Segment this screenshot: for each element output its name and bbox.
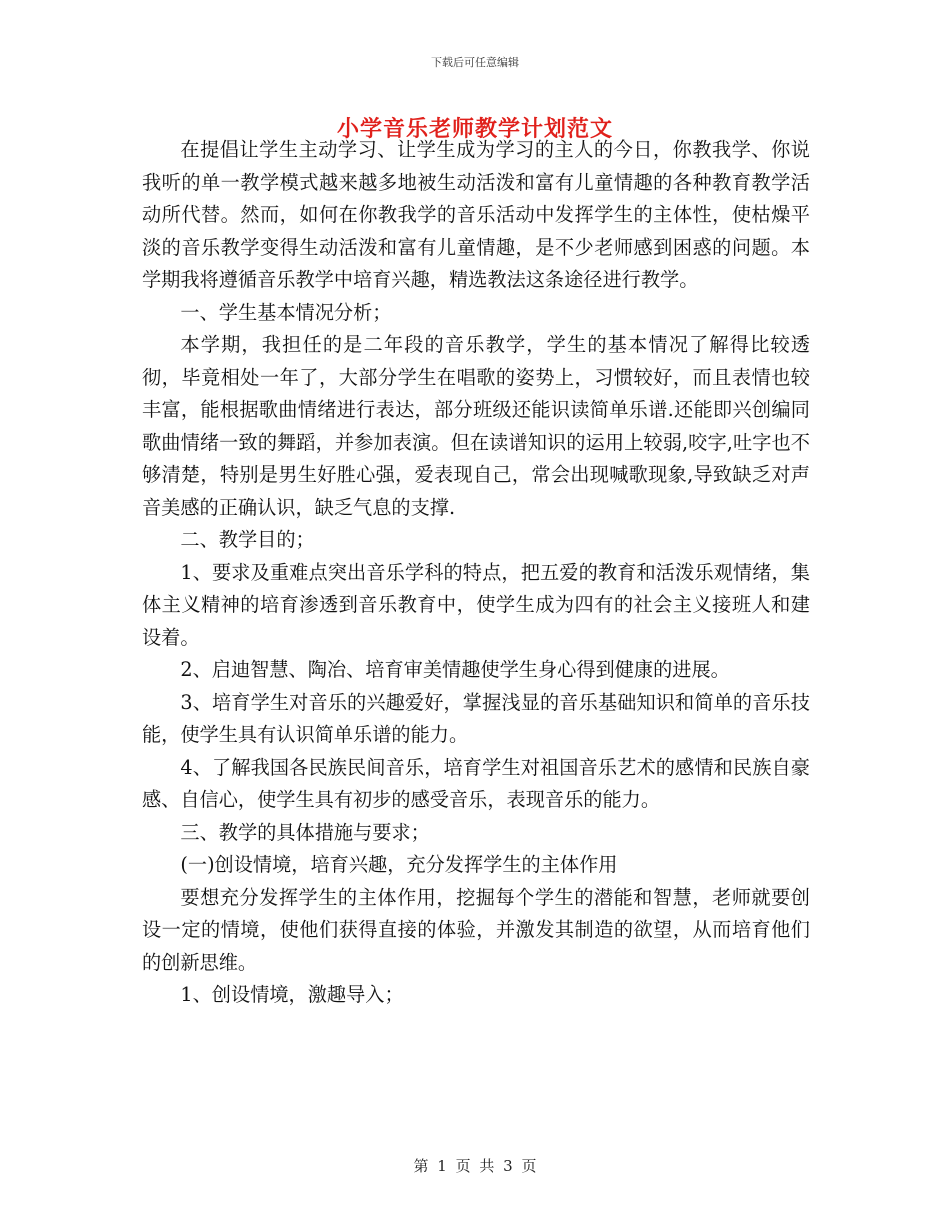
paragraph-intro: 在提倡让学生主动学习、让学生成为学习的主人的今日，你教我学、你说我听的单一教学模式越来越多地被生动活泼和富有儿童情趣的各种教育教学活动所代替。然而，如何在你教我学的音乐活动中发挥学生的主体性，使枯燥平淡的音乐教学变得生动活泼和富有儿童情趣，是不少老师感到困惑的问题。本学期我将遵循音乐教学中培育兴趣，精选教法这条途径进行教学。 (142, 138, 810, 291)
document-body (142, 134, 810, 1012)
goal-item-3: 3、培育学生对音乐的兴趣爱好，掌握浅显的音乐基础知识和简单的音乐技能，使学生具有认识简单乐谱的能力。 (142, 690, 810, 746)
paragraph-subject-role: 要想充分发挥学生的主体作用，挖掘每个学生的潜能和智慧，老师就要创设一定的情境，使他们获得直接的体验，并激发其制造的欲望，从而培育他们的创新思维。 (142, 885, 810, 974)
document-title: 小学音乐老师教学计划范文 (336, 116, 613, 142)
goal-item-4: 4、了解我国各民族民间音乐，培育学生对祖国音乐艺术的感情和民族自豪感、自信心，使学生具有初步的感受音乐，表现音乐的能力。 (142, 755, 810, 811)
header-note: 下载后可任意编辑 (431, 56, 519, 69)
section-heading-3: 三、教学的具体措施与要求； (180, 820, 430, 844)
goal-item-2: 2、启迪智慧、陶冶、培育审美情趣使学生身心得到健康的进展。 (180, 658, 730, 681)
section-heading-2: 二、教学目的； (180, 528, 315, 551)
measure-item-1: 1、创设情境，激趣导入； (180, 983, 404, 1006)
page-footer: 第 1 页 共 3 页 (413, 1157, 537, 1175)
section-heading-1: 一、学生基本情况分析； (180, 300, 392, 324)
paragraph-student-analysis: 本学期，我担任的是二年段的音乐教学，学生的基本情况了解得比较透彻，毕竟相处一年了，大部分学生在唱歌的姿势上，习惯较好，而且表情也较丰富，能根据歌曲情绪进行表达，部分班级还能识读简单乐谱.还能即兴创编同歌曲情绪一致的舞蹈，并参加表演。但在读谱知识的运用上较弱,咬字,吐字也不够清楚，特别是男生好胜心强，爱表现自己，常会出现喊歌现象,导致缺乏对声音美感的正确认识，缺乏气息的支撑. (142, 333, 810, 519)
goal-item-1: 1、要求及重难点突出音乐学科的特点，把五爱的教育和活泼乐观情绪，集体主义精神的培育渗透到音乐教育中，使学生成为四有的社会主义接班人和建设着。 (142, 560, 810, 649)
subsection-heading-1: (一)创设情境，培育兴趣，充分发挥学生的主体作用 (180, 853, 618, 876)
